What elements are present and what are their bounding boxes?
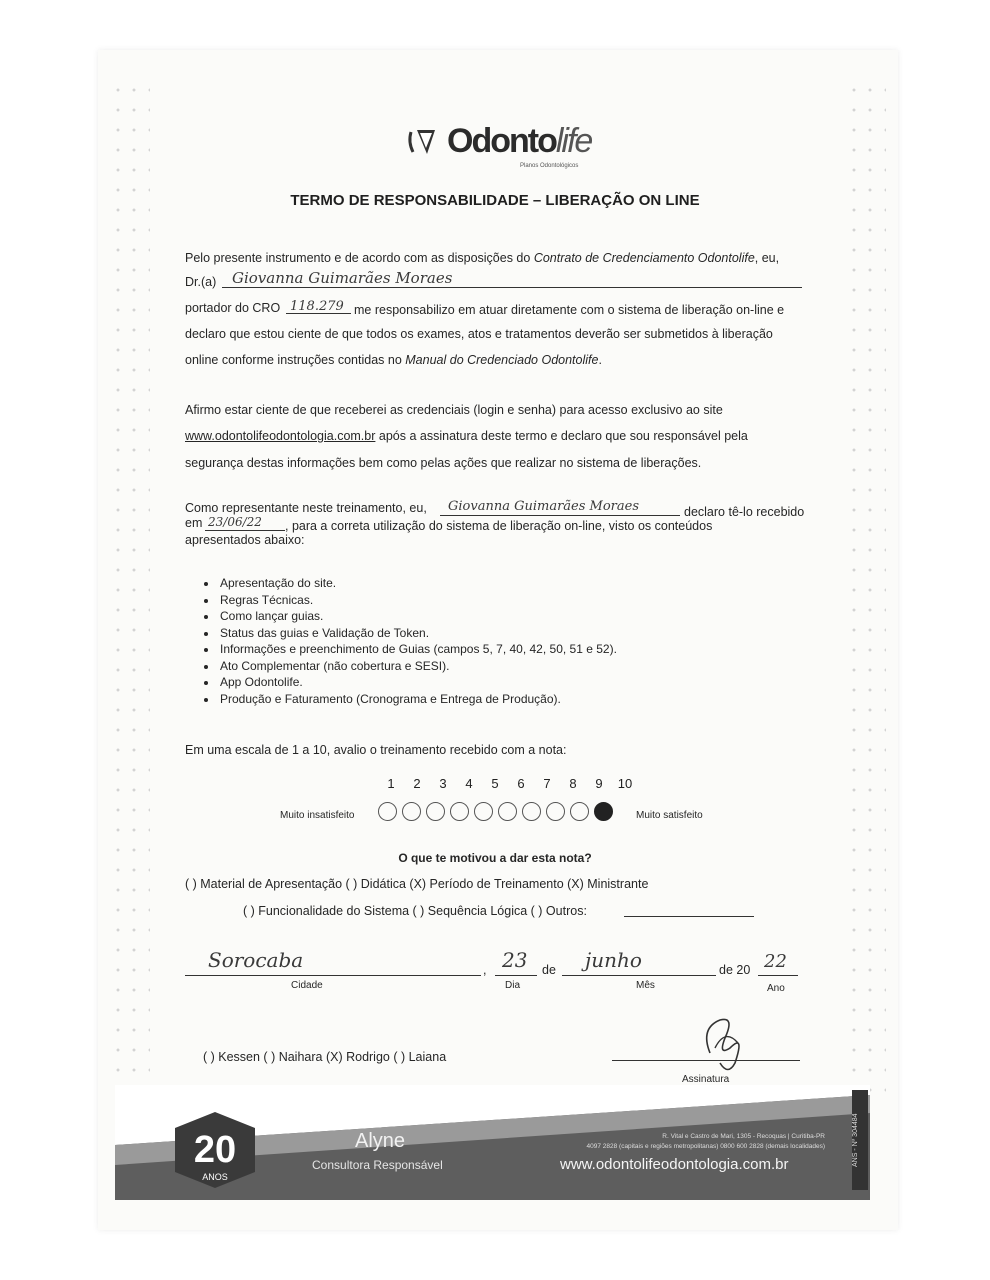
city-line [185,975,481,976]
badge-number: 20 [193,1129,237,1171]
topics-list [198,575,617,707]
odontolife-logo [405,122,591,161]
day-line [495,975,537,976]
rating-number: 10 [617,776,633,791]
motivation-options-row2: ( ) Funcionalidade do Sistema ( ) Sequência Lógica ( ) Outros: [243,904,587,918]
rep-name-handwritten: Giovanna Guimarães Moraes [448,499,640,514]
outros-line [624,916,754,917]
p3-line1-start: Como representante neste treinamento, eu, [185,501,427,515]
rating-circle-3[interactable] [426,802,445,821]
p1-line1: Pelo presente instrumento e de acordo com as disposições do Contrato de Credenciamento Odontolife, eu, [185,251,780,265]
ans-registration: ANS - Nº 304484 [852,1090,868,1190]
trainers-options: ( ) Kessen ( ) Naihara (X) Rodrigo ( ) Laiana [203,1050,447,1064]
rating-circle-8[interactable] [546,802,565,821]
list-item: • Produção e Faturamento (Cronograma e Entrega de Produção). [218,691,617,708]
rating-number: 7 [543,776,551,791]
rating-number: 5 [491,776,499,791]
dr-name-handwritten: Giovanna Guimarães Moraes [232,269,453,287]
p3-line2: , para a correta utilização do sistema de liberação on-line, visto os conteúdos [285,519,713,533]
rep-name-line [440,515,680,516]
20-anos-badge [165,1108,265,1192]
p2-line3: segurança destas informações bem como pelas ações que realizar no sistema de liberações. [185,456,702,470]
date-handwritten: 23/06/22 [208,515,262,529]
rating-number: 3 [439,776,447,791]
decorative-dots-left [110,80,150,1100]
badge-word: ANOS [202,1172,228,1182]
document-title: TERMO DE RESPONSABILIDADE – LIBERAÇÃO ON LINE [290,192,700,209]
p3-em-label: em [185,516,203,530]
list-item: • Status das guias e Validação de Token. [218,625,617,642]
site-link[interactable]: www.odontolifeodontologia.com.br [185,429,376,443]
consultant-role: Consultora Responsável [312,1158,443,1172]
p1-cro-label: portador do CRO [185,301,281,315]
rating-question: Em uma escala de 1 a 10, avalio o treinamento recebido com a nota: [185,743,567,757]
rating-circle-1[interactable] [378,802,397,821]
p1-line3: me responsabilizo em atuar diretamente com o sistema de liberação on-line e [354,303,785,317]
logo-subtitle: Planos Odontológicos [520,163,579,169]
rating-number: 9 [595,776,603,791]
cro-value-handwritten: 118.279 [290,299,344,314]
list-item: • Informações e preenchimento de Guias (campos 5, 7, 40, 42, 50, 51 e 52). [218,641,617,658]
rating-low-label: Muito insatisfeito [280,810,355,821]
rating-circles [378,802,618,821]
de-20-label: de 20 [719,963,751,977]
logo-wordmark: Odontolife [447,122,592,160]
dr-name-line [222,287,802,288]
year-label: Ano [767,983,785,994]
rating-number: 4 [465,776,473,791]
rating-circle-7[interactable] [522,802,541,821]
year-line [758,975,798,976]
motivation-options-row1: ( ) Material de Apresentação ( ) Didática (X) Período de Treinamento (X) Ministrante [185,877,649,891]
list-item: • Apresentação do site. [218,575,617,592]
rating-circle-5[interactable] [474,802,493,821]
list-item: • Como lançar guias. [218,608,617,625]
decorative-dots-right [846,80,886,1100]
p1-line5: online conforme instruções contidas no Manual do Credenciado Odontolife. [185,353,602,367]
comma: , [483,963,487,977]
p2-line1: Afirmo estar ciente de que receberei as credenciais (login e senha) para acesso exclusivo ao site [185,403,723,417]
rating-circle-9[interactable] [570,802,589,821]
p1-line4: declaro que estou ciente de que todos os exames, atos e tratamentos deverão ser submetidos à liberação [185,327,773,341]
list-item: • Ato Complementar (não cobertura e SESI). [218,658,617,675]
list-item: • App Odontolife. [218,674,617,691]
footer-address: R. Vital e Castro de Mari, 1305 - Recoquas | Curitiba-PR 4097 2828 (capitais e regiões metropolitanas) 0800 600 2828 (demais localidades) [586,1133,825,1150]
consultant-name: Alyne [355,1130,406,1152]
date-line [205,530,285,531]
rating-high-label: Muito satisfeito [636,810,703,821]
rating-number: 8 [569,776,577,791]
city-handwritten: Sorocaba [208,948,304,972]
p3-line3: apresentados abaixo: [185,533,305,547]
signature-scribble [690,1008,760,1078]
year-handwritten: 22 [764,951,787,972]
month-line [562,975,716,976]
list-item: • Regras Técnicas. [218,592,617,609]
p3-line1-end: declaro tê-lo recebido [684,505,805,519]
rating-scale-numbers [378,776,638,791]
day-handwritten: 23 [502,948,528,972]
footer-website: www.odontolifeodontologia.com.br [560,1156,789,1173]
tooth-logo-icon [405,124,441,160]
rating-number: 2 [413,776,421,791]
assinatura-label: Assinatura [682,1074,730,1085]
p1-dr-label: Dr.(a) [185,275,217,289]
de-label-1: de [542,963,556,977]
rating-circle-6[interactable] [498,802,517,821]
rating-number: 6 [517,776,525,791]
motivation-question: O que te motivou a dar esta nota? [398,851,592,865]
p2-line2: www.odontolifeodontologia.com.br após a assinatura deste termo e declaro que sou responsável pela [185,429,748,443]
rating-circle-2[interactable] [402,802,421,821]
rating-circle-10[interactable] [594,802,613,821]
month-handwritten: junho [585,948,642,972]
month-label: Mês [636,980,655,991]
rating-number: 1 [387,776,395,791]
rating-circle-4[interactable] [450,802,469,821]
city-label: Cidade [291,980,323,991]
day-label: Dia [505,980,521,991]
